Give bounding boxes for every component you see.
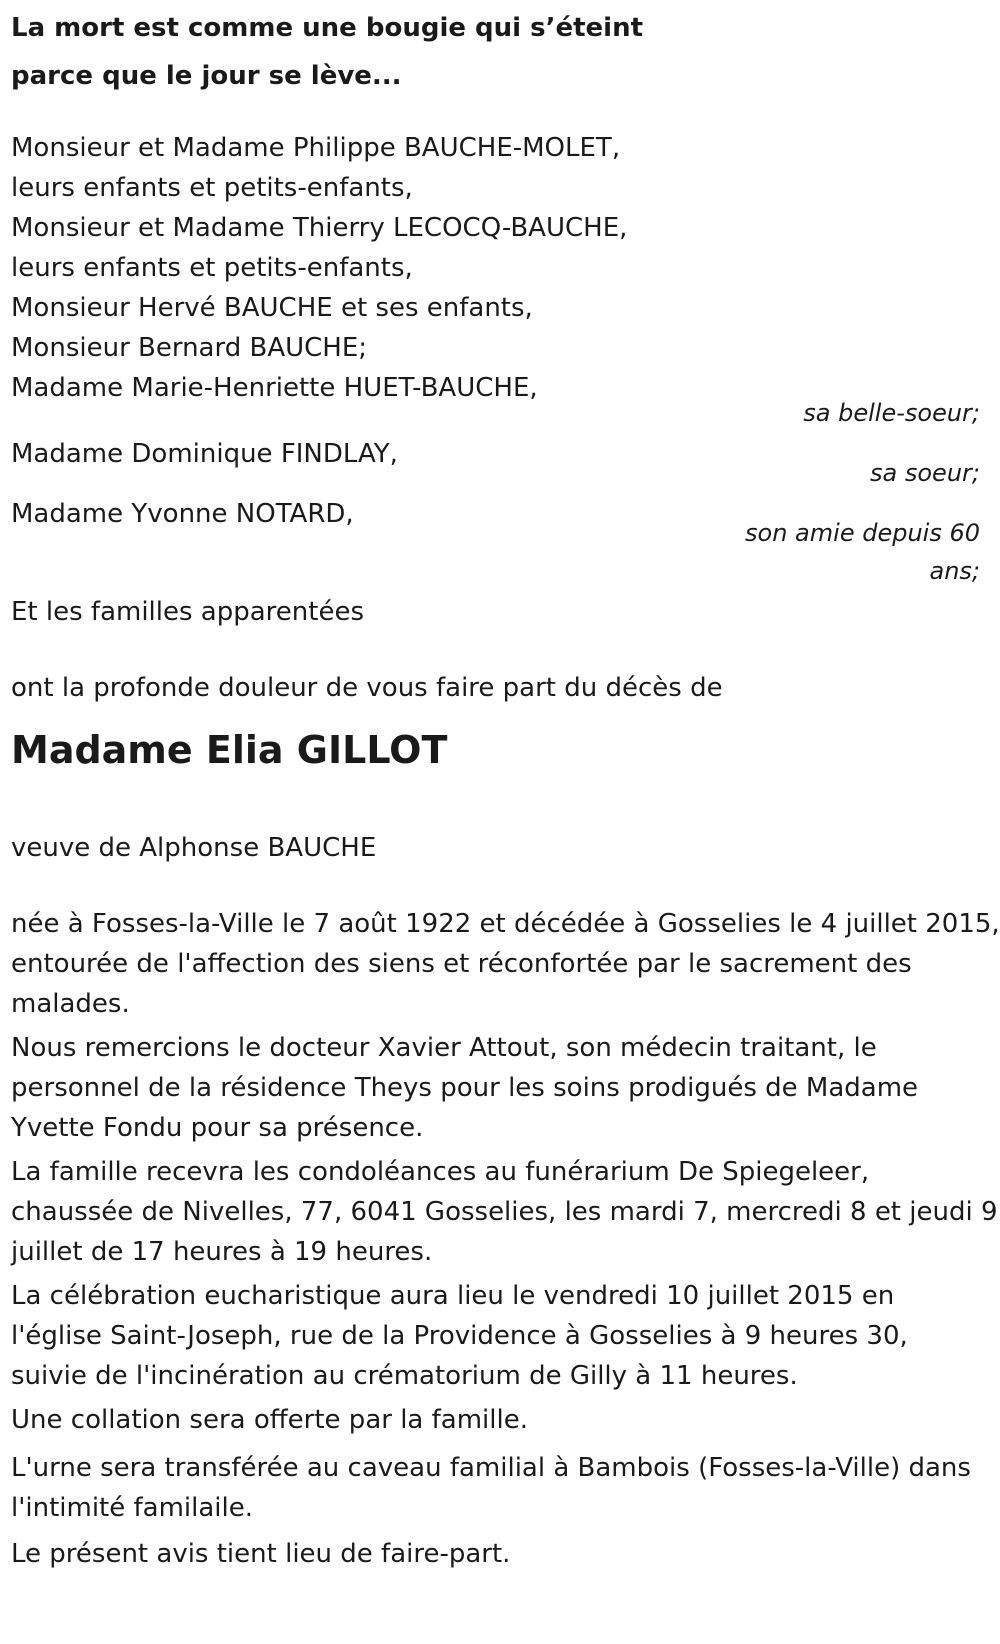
paragraph-celebration	[11, 1276, 986, 1396]
announcement: ont la profonde douleur de vous faire part du décès de	[11, 673, 723, 703]
note-amie-line-1: son amie depuis 60	[745, 519, 980, 547]
paragraph-line: suivie de l'incinération au crématorium de Gilly à 11 heures.	[11, 1361, 798, 1391]
paragraph-line: La famille recevra les condoléances au funérarium De Spiegeleer,	[11, 1157, 870, 1187]
paragraph-line: l'église Saint-Joseph, rue de la Providence à Gosselies à 9 heures 30,	[11, 1321, 908, 1351]
deceased-name: Madame Elia GILLOT	[11, 728, 448, 772]
related-families: Et les familles apparentées	[11, 597, 365, 627]
family-line: leurs enfants et petits-enfants,	[11, 173, 413, 203]
paragraph-line: Nous remercions le docteur Xavier Attout, son médecin traitant, le	[11, 1033, 877, 1063]
family-line: Monsieur et Madame Thierry LECOCQ-BAUCHE,	[11, 213, 628, 243]
paragraph-birth-death	[11, 904, 1000, 1024]
paragraph-line: chaussée de Nivelles, 77, 6041 Gosselies, les mardi 7, mercredi 8 et jeudi 9	[11, 1197, 998, 1227]
family-list	[11, 128, 627, 408]
note-amie-line-2: ans;	[929, 557, 980, 585]
paragraph-urn	[11, 1448, 986, 1528]
family-line: leurs enfants et petits-enfants,	[11, 253, 413, 283]
note-amie	[745, 514, 980, 590]
paragraph-line: La célébration eucharistique aura lieu le vendredi 10 juillet 2015 en	[11, 1281, 895, 1311]
paragraph-line: Yvette Fondu pour sa présence.	[11, 1113, 424, 1143]
family-findlay: Madame Dominique FINDLAY,	[11, 439, 398, 469]
paragraph-line: entourée de l'affection des siens et réconfortée par le sacrement des	[11, 949, 912, 979]
paragraph-line: malades.	[11, 989, 130, 1019]
epigraph	[11, 4, 643, 100]
paragraph-line: l'intimité familaile.	[11, 1493, 253, 1523]
note-belle-soeur: sa belle-soeur;	[803, 399, 980, 427]
family-notard: Madame Yvonne NOTARD,	[11, 499, 354, 529]
paragraph-line: juillet de 17 heures à 19 heures.	[11, 1237, 433, 1267]
widow-of: veuve de Alphonse BAUCHE	[11, 833, 377, 863]
paragraph-line: Le présent avis tient lieu de faire-part.	[11, 1539, 511, 1569]
epigraph-line-2: parce que le jour se lève...	[11, 61, 402, 91]
paragraph-condolences	[11, 1152, 998, 1272]
paragraph-collation	[11, 1400, 986, 1440]
family-line: Madame Marie-Henriette HUET-BAUCHE,	[11, 373, 538, 403]
paragraph-line: L'urne sera transférée au caveau familial à Bambois (Fosses-la-Ville) dans	[11, 1453, 971, 1483]
epigraph-line-1: La mort est comme une bougie qui s’éteint	[11, 13, 644, 43]
paragraph-thanks	[11, 1028, 986, 1148]
family-line: Monsieur et Madame Philippe BAUCHE-MOLET,	[11, 133, 621, 163]
paragraph-line: personnel de la résidence Theys pour les soins prodigués de Madame	[11, 1073, 919, 1103]
family-line: Monsieur Bernard BAUCHE;	[11, 333, 368, 363]
paragraph-line: Une collation sera offerte par la famille.	[11, 1405, 528, 1435]
paragraph-line: née à Fosses-la-Ville le 7 août 1922 et décédée à Gosselies le 4 juillet 2015,	[11, 909, 1000, 939]
paragraph-notice	[11, 1534, 986, 1574]
note-soeur: sa soeur;	[870, 459, 980, 487]
family-line: Monsieur Hervé BAUCHE et ses enfants,	[11, 293, 533, 323]
